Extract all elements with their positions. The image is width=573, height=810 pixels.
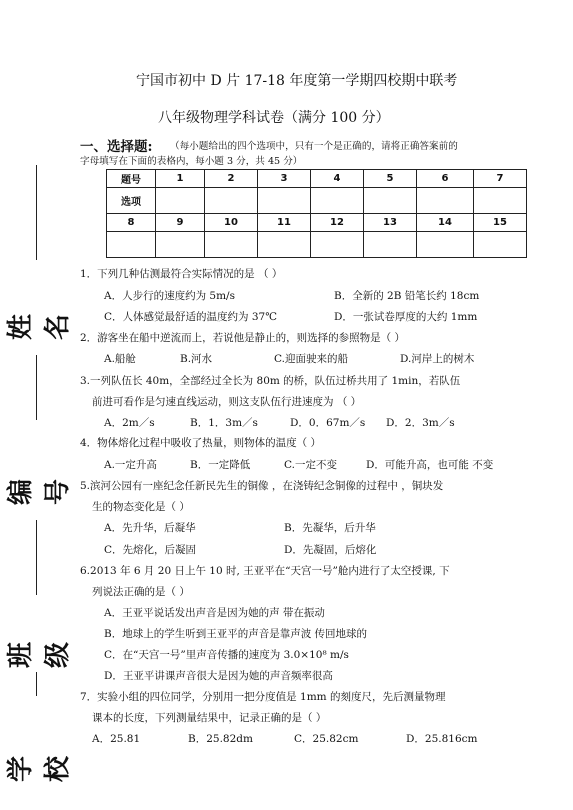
question-4-option-d: D．可能升高，也可能 不变 [366, 459, 494, 471]
section-instruction-2: 字母填写在下面的表格内，每小题 3 分，共 45 分） [80, 156, 303, 167]
question-4-option-a: A.一定升高 [104, 459, 157, 471]
question-5-option-d: D．先凝固，后熔化 [284, 544, 377, 556]
question-number-cell: 3 [258, 170, 311, 188]
question-7-stem: 7．实验小组的四位同学，分别用一把分度值是 1mm 的刻度尺，先后测量物理 [80, 691, 446, 703]
question-2-option-d: D.河岸上的树木 [400, 353, 475, 365]
exam-title-line2: 八年级物理学科试卷（满分 100 分） [158, 110, 390, 126]
question-number-cell: 6 [417, 170, 474, 188]
school-label: 学校 [6, 756, 73, 783]
answer-cell[interactable] [474, 232, 527, 258]
section-instruction-1: （每小题给出的四个选项中，只有一个是正确的，请将正确答案前的 [170, 141, 458, 152]
class-label: 班级 [6, 642, 73, 669]
answer-cell[interactable] [417, 232, 474, 258]
margin-line [36, 520, 37, 595]
question-6-stem: 6.2013 年 6 月 20 日上午 10 时, 王亚平在“天宫一号”舱内进行了太空授课, 下 [80, 565, 450, 577]
answer-cell[interactable] [156, 232, 205, 258]
question-1-option-a: A．人步行的速度约为 5m/s [104, 290, 235, 302]
answer-cell[interactable] [364, 232, 417, 258]
question-number-cell: 8 [107, 214, 156, 232]
table-row [107, 188, 527, 214]
question-3-stem: 3.一列队伍长 40m，全部经过全长为 80m 的桥，队伍过桥共用了 1min，若队伍 [80, 375, 461, 387]
answer-cell[interactable] [364, 188, 417, 214]
question-7-stem-cont: 课本的长度，下列测量结果中，记录正确的是（ ） [92, 712, 327, 724]
question-number-cell: 4 [311, 170, 364, 188]
question-7-option-b: B．25.82dm [188, 733, 253, 745]
question-1-stem: 1．下列几种估测最符合实际情况的是 （ ） [80, 268, 283, 280]
answer-cell[interactable] [474, 188, 527, 214]
table-header-cell: 题号 [107, 170, 156, 188]
question-4-option-c: C.一定不变 [284, 459, 337, 471]
margin-line [36, 355, 37, 420]
name-label: 姓名 [6, 314, 73, 341]
table-row [107, 232, 527, 258]
question-3-option-b: B．1．3m／s [190, 417, 258, 429]
question-6-option-b: B．地球上的学生听到王亚平的声音是靠声波 传回地球的 [104, 628, 368, 640]
answer-table [106, 169, 527, 258]
question-5-stem-cont: 生的物态变化是（ ） [92, 501, 190, 513]
question-number-cell: 2 [205, 170, 258, 188]
question-number-cell: 7 [474, 170, 527, 188]
question-1-option-d: D．一张试卷厚度的大约 1mm [334, 311, 478, 323]
question-7-option-c: C．25.82cm [294, 733, 359, 745]
question-5-option-a: A．先升华，后凝华 [104, 522, 196, 534]
answer-cell[interactable] [258, 188, 311, 214]
exam-title-line1: 宁国市初中 D 片 17-18 年度第一学期四校期中联考 [136, 73, 458, 89]
margin-line [36, 672, 37, 696]
question-number-cell: 15 [474, 214, 527, 232]
answer-cell[interactable] [156, 188, 205, 214]
question-5-option-c: C．先熔化，后凝固 [104, 544, 197, 556]
question-3-stem-cont: 前进可看作是匀速直线运动，则这支队伍行进速度为 （ ） [92, 396, 362, 408]
question-2-option-a: A.船舱 [104, 353, 136, 365]
question-number-cell: 12 [311, 214, 364, 232]
question-number-cell: 9 [156, 214, 205, 232]
question-5-option-b: B．先凝华，后升华 [284, 522, 376, 534]
answer-cell[interactable] [205, 232, 258, 258]
question-6-option-d: D．王亚平讲课声音很大是因为她的声音频率很高 [104, 670, 333, 682]
question-7-option-d: D．25.816cm [406, 733, 478, 745]
question-2-option-c: C.迎面驶来的船 [274, 353, 348, 365]
question-4-stem: 4．物体熔化过程中吸收了热量，则物体的温度（ ） [80, 437, 322, 449]
binding-margin [0, 0, 73, 810]
question-1-option-c: C．人体感觉最舒适的温度约为 37℃ [104, 311, 277, 323]
question-6-option-c: C．在“天宫一号”里声音传播的速度为 3.0×10⁸ m/s [104, 649, 349, 661]
question-number-cell: 10 [205, 214, 258, 232]
answer-cell[interactable] [417, 188, 474, 214]
answer-cell[interactable] [258, 232, 311, 258]
question-7-option-a: A．25.81 [92, 733, 141, 745]
table-header-cell: 选项 [107, 188, 156, 214]
question-number-cell: 1 [156, 170, 205, 188]
question-6-stem-cont: 列说法正确的是（ ） [92, 586, 190, 598]
question-3-option-d: D．2．3m／s [386, 417, 455, 429]
question-6-option-a: A．王亚平说话发出声音是因为她的声 带在振动 [104, 607, 325, 619]
answer-cell[interactable] [205, 188, 258, 214]
question-3-option-a: A．2m／s [104, 417, 155, 429]
margin-line [36, 165, 37, 260]
question-number-cell: 13 [364, 214, 417, 232]
question-number-cell: 11 [258, 214, 311, 232]
question-5-stem: 5.滨河公园有一座纪念任新民先生的铜像 ，在浇铸纪念铜像的过程中 ，铜块发 [80, 480, 444, 492]
number-label: 编号 [6, 479, 73, 506]
answer-cell[interactable] [311, 232, 364, 258]
answer-cell[interactable] [311, 188, 364, 214]
question-4-option-b: B．一定降低 [190, 459, 251, 471]
table-row [107, 170, 527, 188]
question-number-cell: 5 [364, 170, 417, 188]
table-row [107, 214, 527, 232]
question-number-cell: 14 [417, 214, 474, 232]
section-heading: 一、选择题: [80, 139, 153, 155]
answer-cell[interactable] [107, 232, 156, 258]
question-3-option-c: D．0．67m／s [290, 417, 366, 429]
question-2-stem: 2．游客坐在船中逆流而上，若说他是静止的，则选择的参照物是（ ） [80, 332, 406, 344]
question-1-option-b: B．全新的 2B 铅笔长约 18cm [334, 290, 480, 302]
question-2-option-b: B.河水 [180, 353, 213, 365]
